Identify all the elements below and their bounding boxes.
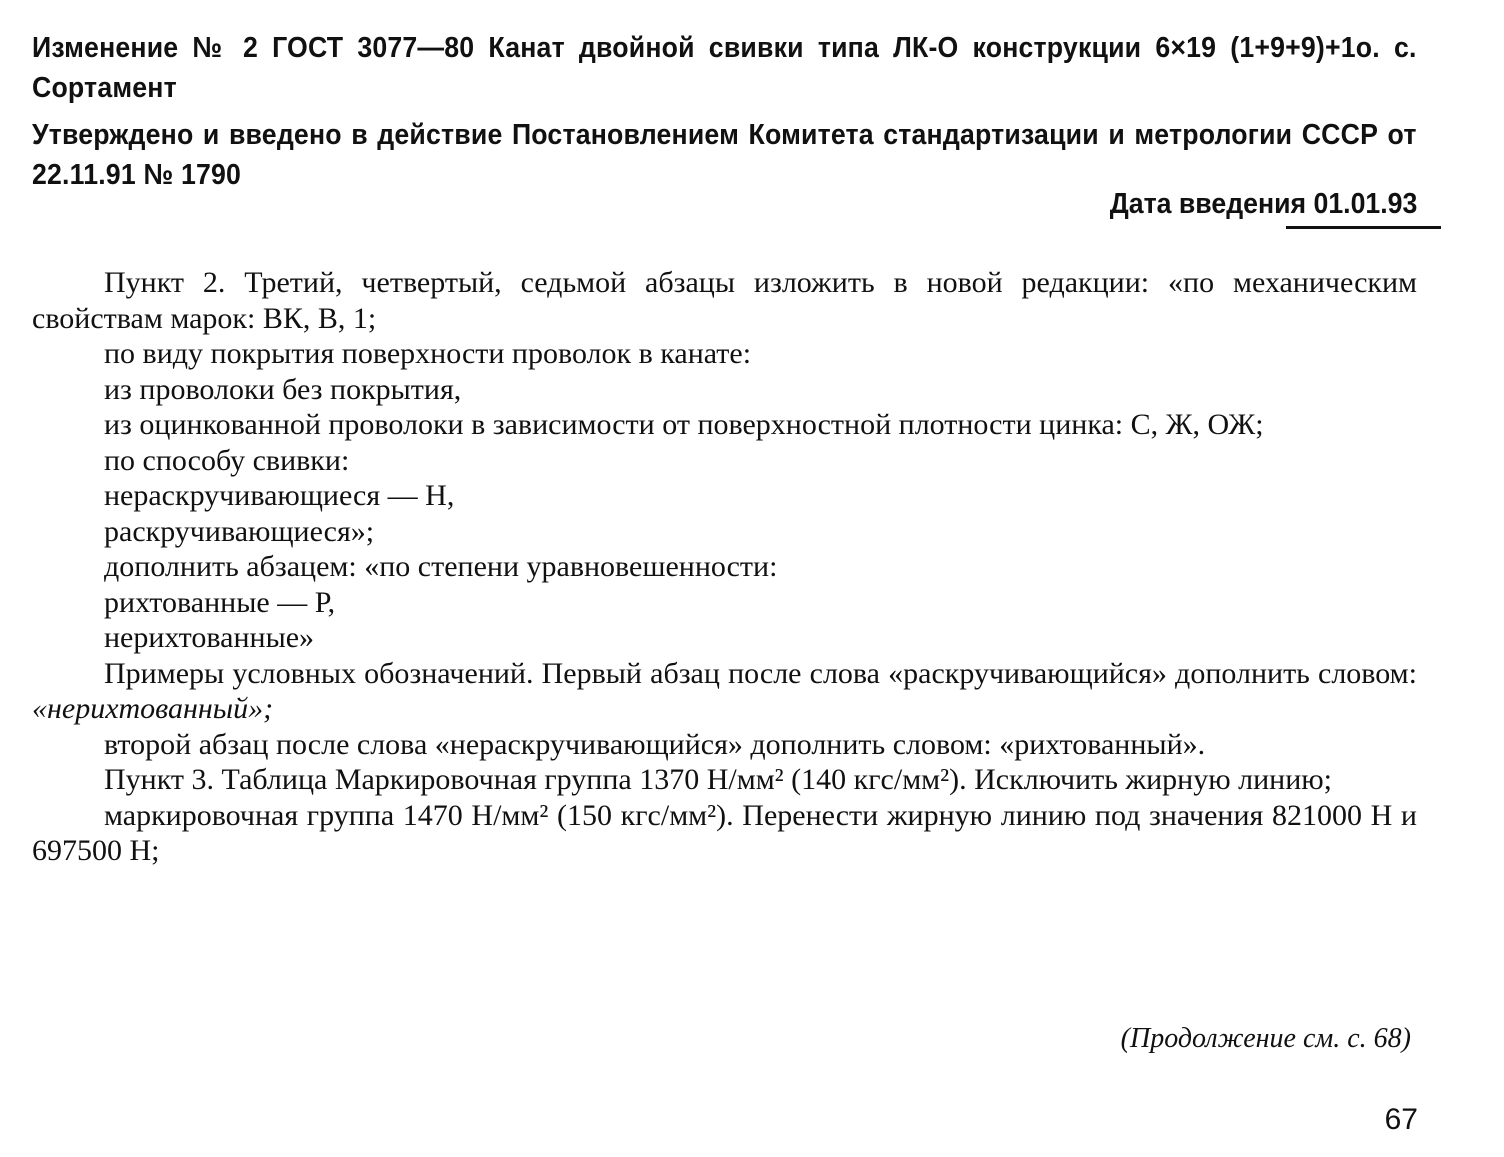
paragraph: по способу свивки: — [104, 443, 350, 477]
document-title: Изменение № 2 ГОСТ 3077—80 Канат двойной свивки типа ЛК-О конструкции 6×19 (1+9+9)+1о. с. Сортамент — [32, 32, 1417, 104]
paragraph: дополнить абзацем: «по степени уравновешенности: — [104, 550, 778, 583]
paragraph: раскручивающиеся»; — [104, 514, 375, 548]
document-body — [32, 265, 1417, 869]
paragraph: рихтованные — Р, — [104, 585, 336, 619]
continuation-note: (Продолжение см. с. 68) — [1120, 1023, 1411, 1054]
italic-fragment: «нерихтованный»; — [32, 692, 274, 725]
paragraph: Пункт 2. Третий, четвертый, седьмой абзацы изложить в новой редакции: «по механическим свойствам марок: ВК, В, 1; — [32, 266, 1417, 335]
paragraph: второй абзац после слова «нераскручивающийся» дополнить словом: «рихтованный». — [104, 727, 1206, 761]
paragraph: Пункт 3. Таблица Маркировочная группа 1370 Н/мм² (140 кгс/мм²). Исключить жирную линию; — [104, 763, 1333, 796]
paragraph: нерихтованные» — [104, 621, 315, 654]
effective-date — [1109, 188, 1417, 221]
effective-date-value: 01.01.93 — [1313, 188, 1417, 220]
effective-date-label: Дата введения — [1109, 188, 1306, 220]
page-number: 67 — [1384, 1103, 1418, 1136]
paragraph-text: Примеры условных обозначений. Первый абзац после слова «раскручивающийся» дополнить словом: — [104, 656, 1417, 690]
paragraph: нераскручивающиеся — Н, — [104, 479, 455, 512]
approval-statement: Утверждено и введено в действие Постановлением Комитета стандартизации и метрологии СССР от 22.11.91 № 1790 — [32, 119, 1417, 191]
paragraph-examples — [32, 656, 1417, 727]
paragraph: по виду покрытия поверхности проволок в канате: — [104, 337, 752, 370]
paragraph: из оцинкованной проволоки в зависимости от поверхностной плотности цинка: С, Ж, ОЖ; — [104, 408, 1264, 441]
paragraph: маркировочная группа 1470 Н/мм² (150 кгс/мм²). Перенести жирную линию под значения 821000 Н и 697500 Н; — [32, 798, 1417, 867]
paragraph: из проволоки без покрытия, — [104, 372, 462, 406]
date-underline — [1286, 226, 1441, 229]
